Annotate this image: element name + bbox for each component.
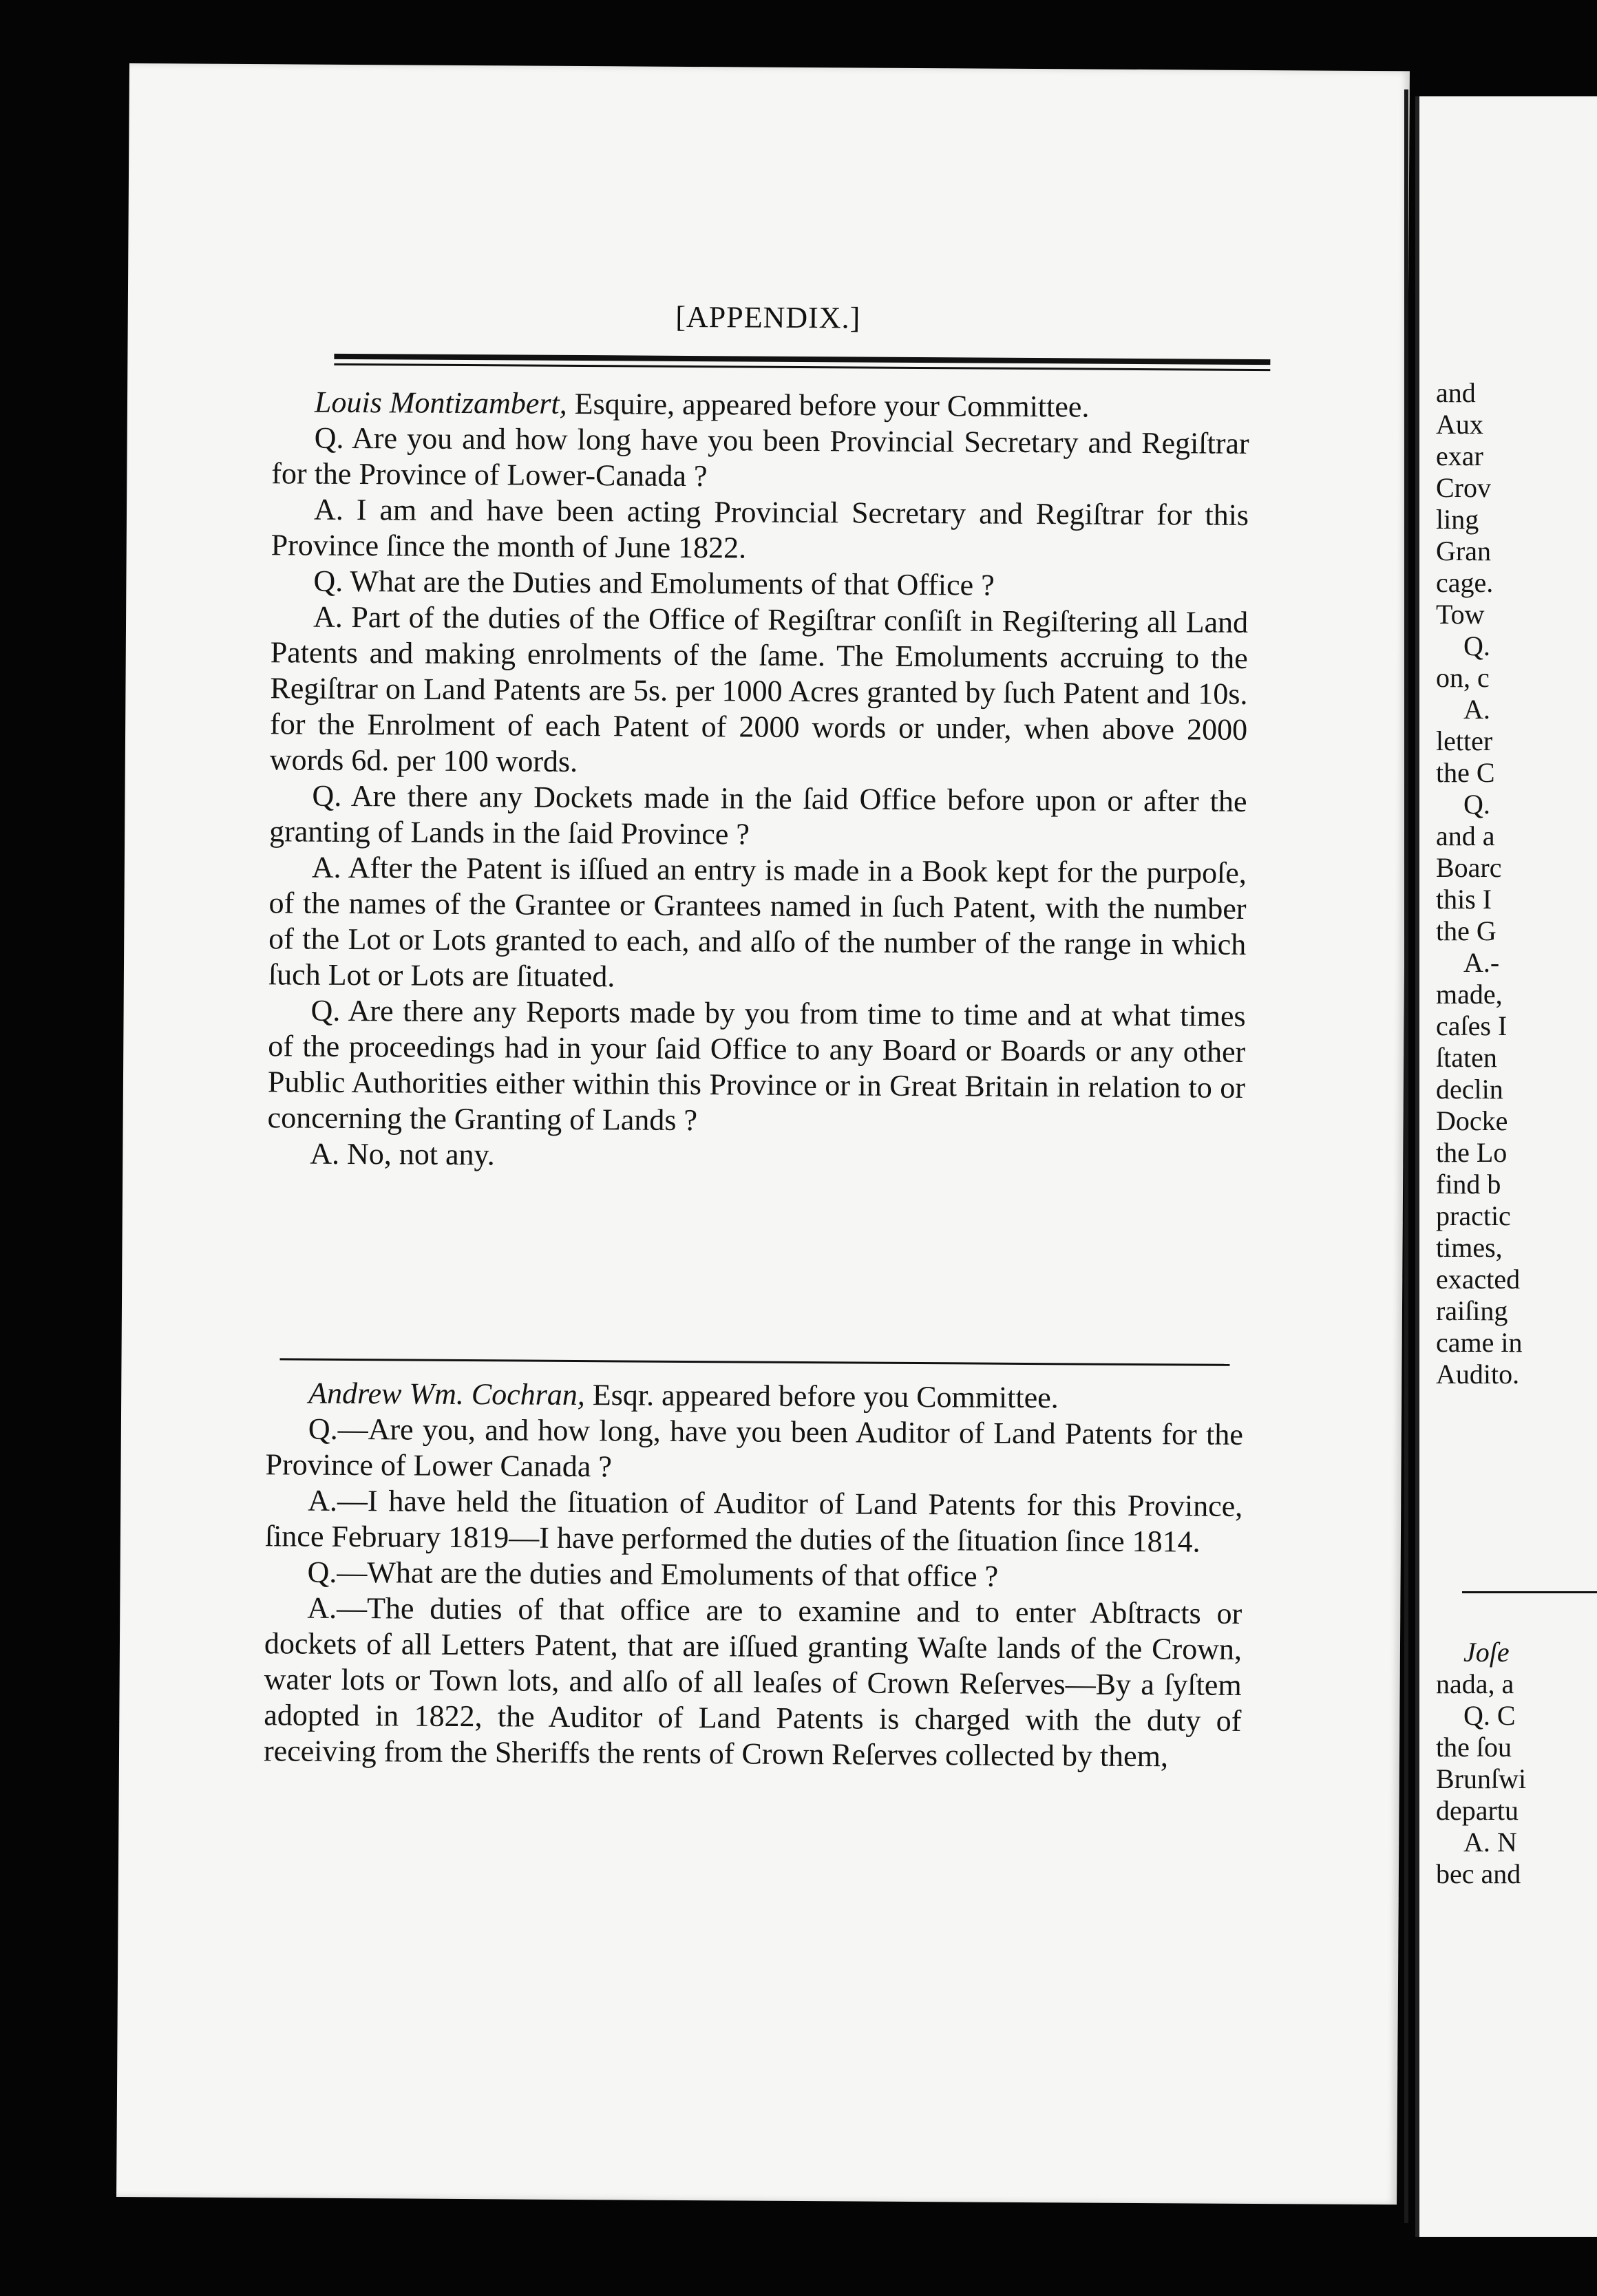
answer-paragraph: A.—I have held the ſituation of Auditor of Land Patents for this Province, ſince February 1819—I have performed the duties of the ſituation ſince 1814. [264, 1483, 1243, 1559]
witness-name: Andrew Wm. Cochran, [308, 1376, 586, 1412]
witness-intro-text: Esquire, appeared before your Committee. [567, 386, 1090, 424]
witness-name: Louis Montizambert, [314, 385, 567, 421]
question-paragraph: Q. What are the Duties and Emoluments of that Office ? [313, 564, 995, 602]
right-page-line: letter [1436, 725, 1493, 756]
right-page-line: and a [1436, 820, 1495, 851]
testimony-montizambert [267, 384, 1249, 1178]
right-page-line: practic [1436, 1200, 1511, 1231]
witness-intro [272, 384, 1249, 426]
header-title-initial: A [686, 299, 709, 334]
question-paragraph: Q.—What are the duties and Emoluments of that office ? [307, 1555, 999, 1593]
right-page-line: A.- [1463, 947, 1500, 978]
answer-paragraph: A. Part of the duties of the Office of Regiſtrar conſiſt in Regiſtering all Land Patents and making enrolments of the ſame. The Emoluments accruing to the Regiſtrar on Land Patents are 5s. per 1000 Acres granted by ſuch Patent and 10s. for the Enrolment of each Patent of 2000 words or under, when above 2000 words 6d. per 100 words. [269, 599, 1249, 778]
right-page-line: A. [1463, 694, 1490, 725]
right-page-line: bec and [1436, 1858, 1521, 1889]
right-page-text-bottom [1436, 1637, 1597, 1890]
right-page-line: nada, a [1436, 1668, 1514, 1699]
right-page-line: and [1436, 377, 1476, 408]
right-page-line: the G [1436, 915, 1496, 946]
answer-paragraph: A. No, not any. [310, 1136, 495, 1172]
right-page-line: Joſe [1463, 1637, 1510, 1668]
right-page-line: declin [1436, 1074, 1503, 1105]
section-divider [279, 1358, 1229, 1365]
right-page-line: Q. C [1463, 1700, 1516, 1731]
left-page [116, 63, 1410, 2204]
header-rule-thin [334, 363, 1270, 371]
right-page-line: Aux [1436, 409, 1483, 440]
right-page-line: cage. [1436, 567, 1494, 598]
right-page-line: find b [1436, 1169, 1501, 1200]
right-page-line: Crov [1436, 472, 1491, 503]
right-page-line: Audito. [1436, 1359, 1520, 1390]
question-paragraph: Q. Are you and how long have you been Provincial Secretary and Regiſtrar for the Province of Lower-Canada ? [271, 421, 1249, 493]
right-page-line: Boarc [1436, 852, 1502, 883]
header-open-bracket: [ [675, 299, 687, 334]
witness-intro-text: Esqr. appeared before you Committee. [584, 1378, 1059, 1415]
testimony-cochran [264, 1375, 1243, 1775]
book-gutter [1404, 89, 1408, 2223]
right-page-line: ling [1436, 504, 1479, 535]
right-page-text-top [1436, 377, 1597, 1390]
answer-paragraph: A. After the Patent is iſſued an entry is made in a Book kept for the purpoſe, of the names of the Grantee or Grantees named in ſuch Patent, with the number of the Lot or Lots granted to each, and alſo of the number of the range in which ſuch Lot or Lots are ſituated. [268, 850, 1247, 994]
witness-intro [266, 1375, 1243, 1417]
right-page-line: A. N [1463, 1827, 1517, 1858]
header-close-bracket: ] [849, 301, 861, 335]
right-page-line: ſtaten [1436, 1042, 1497, 1073]
right-page-line: Tow [1436, 599, 1485, 630]
right-page-line: exacted [1436, 1264, 1521, 1295]
right-page-line: times, [1436, 1232, 1503, 1263]
answer-paragraph: A.—The duties of that office are to examine and to enter Abſtracts or dockets of all Letters Patent, that are iſſued granting Waſte lands of the Crown, water lots or Town lots, and alſo of all leaſes of Crown Reſerves—By a ſyſtem adopted in 1822, the Auditor of Land Patents is charged with the duty of receiving from the Sheriffs the rents of Crown Reſerves collected by them, [263, 1591, 1242, 1774]
right-page-line: Gran [1436, 535, 1491, 566]
right-page-line: came in [1436, 1327, 1523, 1358]
right-page-line: caſes I [1436, 1010, 1508, 1041]
question-paragraph: Q.—Are you, and how long, have you been Auditor of Land Patents for the Province of Lower Canada ? [265, 1412, 1244, 1484]
question-paragraph: Q. Are there any Reports made by you from time to time and at what times of the proceedings had in your ſaid Office to any Board or Boards or any other Public Authorities either within this Province or in Great Britain in relation to or concerning the Granting of Lands ? [267, 993, 1246, 1138]
right-page-line: raiſing [1436, 1295, 1508, 1326]
right-page-line: exar [1436, 440, 1483, 471]
right-page-line: Docke [1436, 1105, 1508, 1136]
right-page-line: the ſou [1436, 1732, 1512, 1763]
right-page-line: the C [1436, 757, 1495, 788]
right-page-line: Q. [1463, 789, 1490, 820]
page-header [128, 296, 1408, 339]
question-paragraph: Q. Are there any Dockets made in the ſaid Office before upon or after the granting of Lands in the ſaid Province ? [269, 778, 1247, 851]
right-page-line: Q. [1463, 630, 1490, 661]
right-page-line: the Lo [1436, 1137, 1508, 1168]
header-rule-thick [334, 354, 1270, 365]
right-page-line: this I [1436, 884, 1492, 915]
answer-paragraph: A. I am and have been acting Provincial Secretary and Regiſtrar for this Province ſince the month of June 1822. [271, 492, 1249, 565]
right-page-line: made, [1436, 979, 1503, 1010]
right-page-line: departu [1436, 1795, 1519, 1826]
right-page-divider [1462, 1591, 1597, 1593]
right-page-line: Brunſwi [1436, 1763, 1527, 1794]
header-title-rest: PPENDIX. [708, 300, 850, 335]
right-page-line: on, c [1436, 662, 1490, 693]
